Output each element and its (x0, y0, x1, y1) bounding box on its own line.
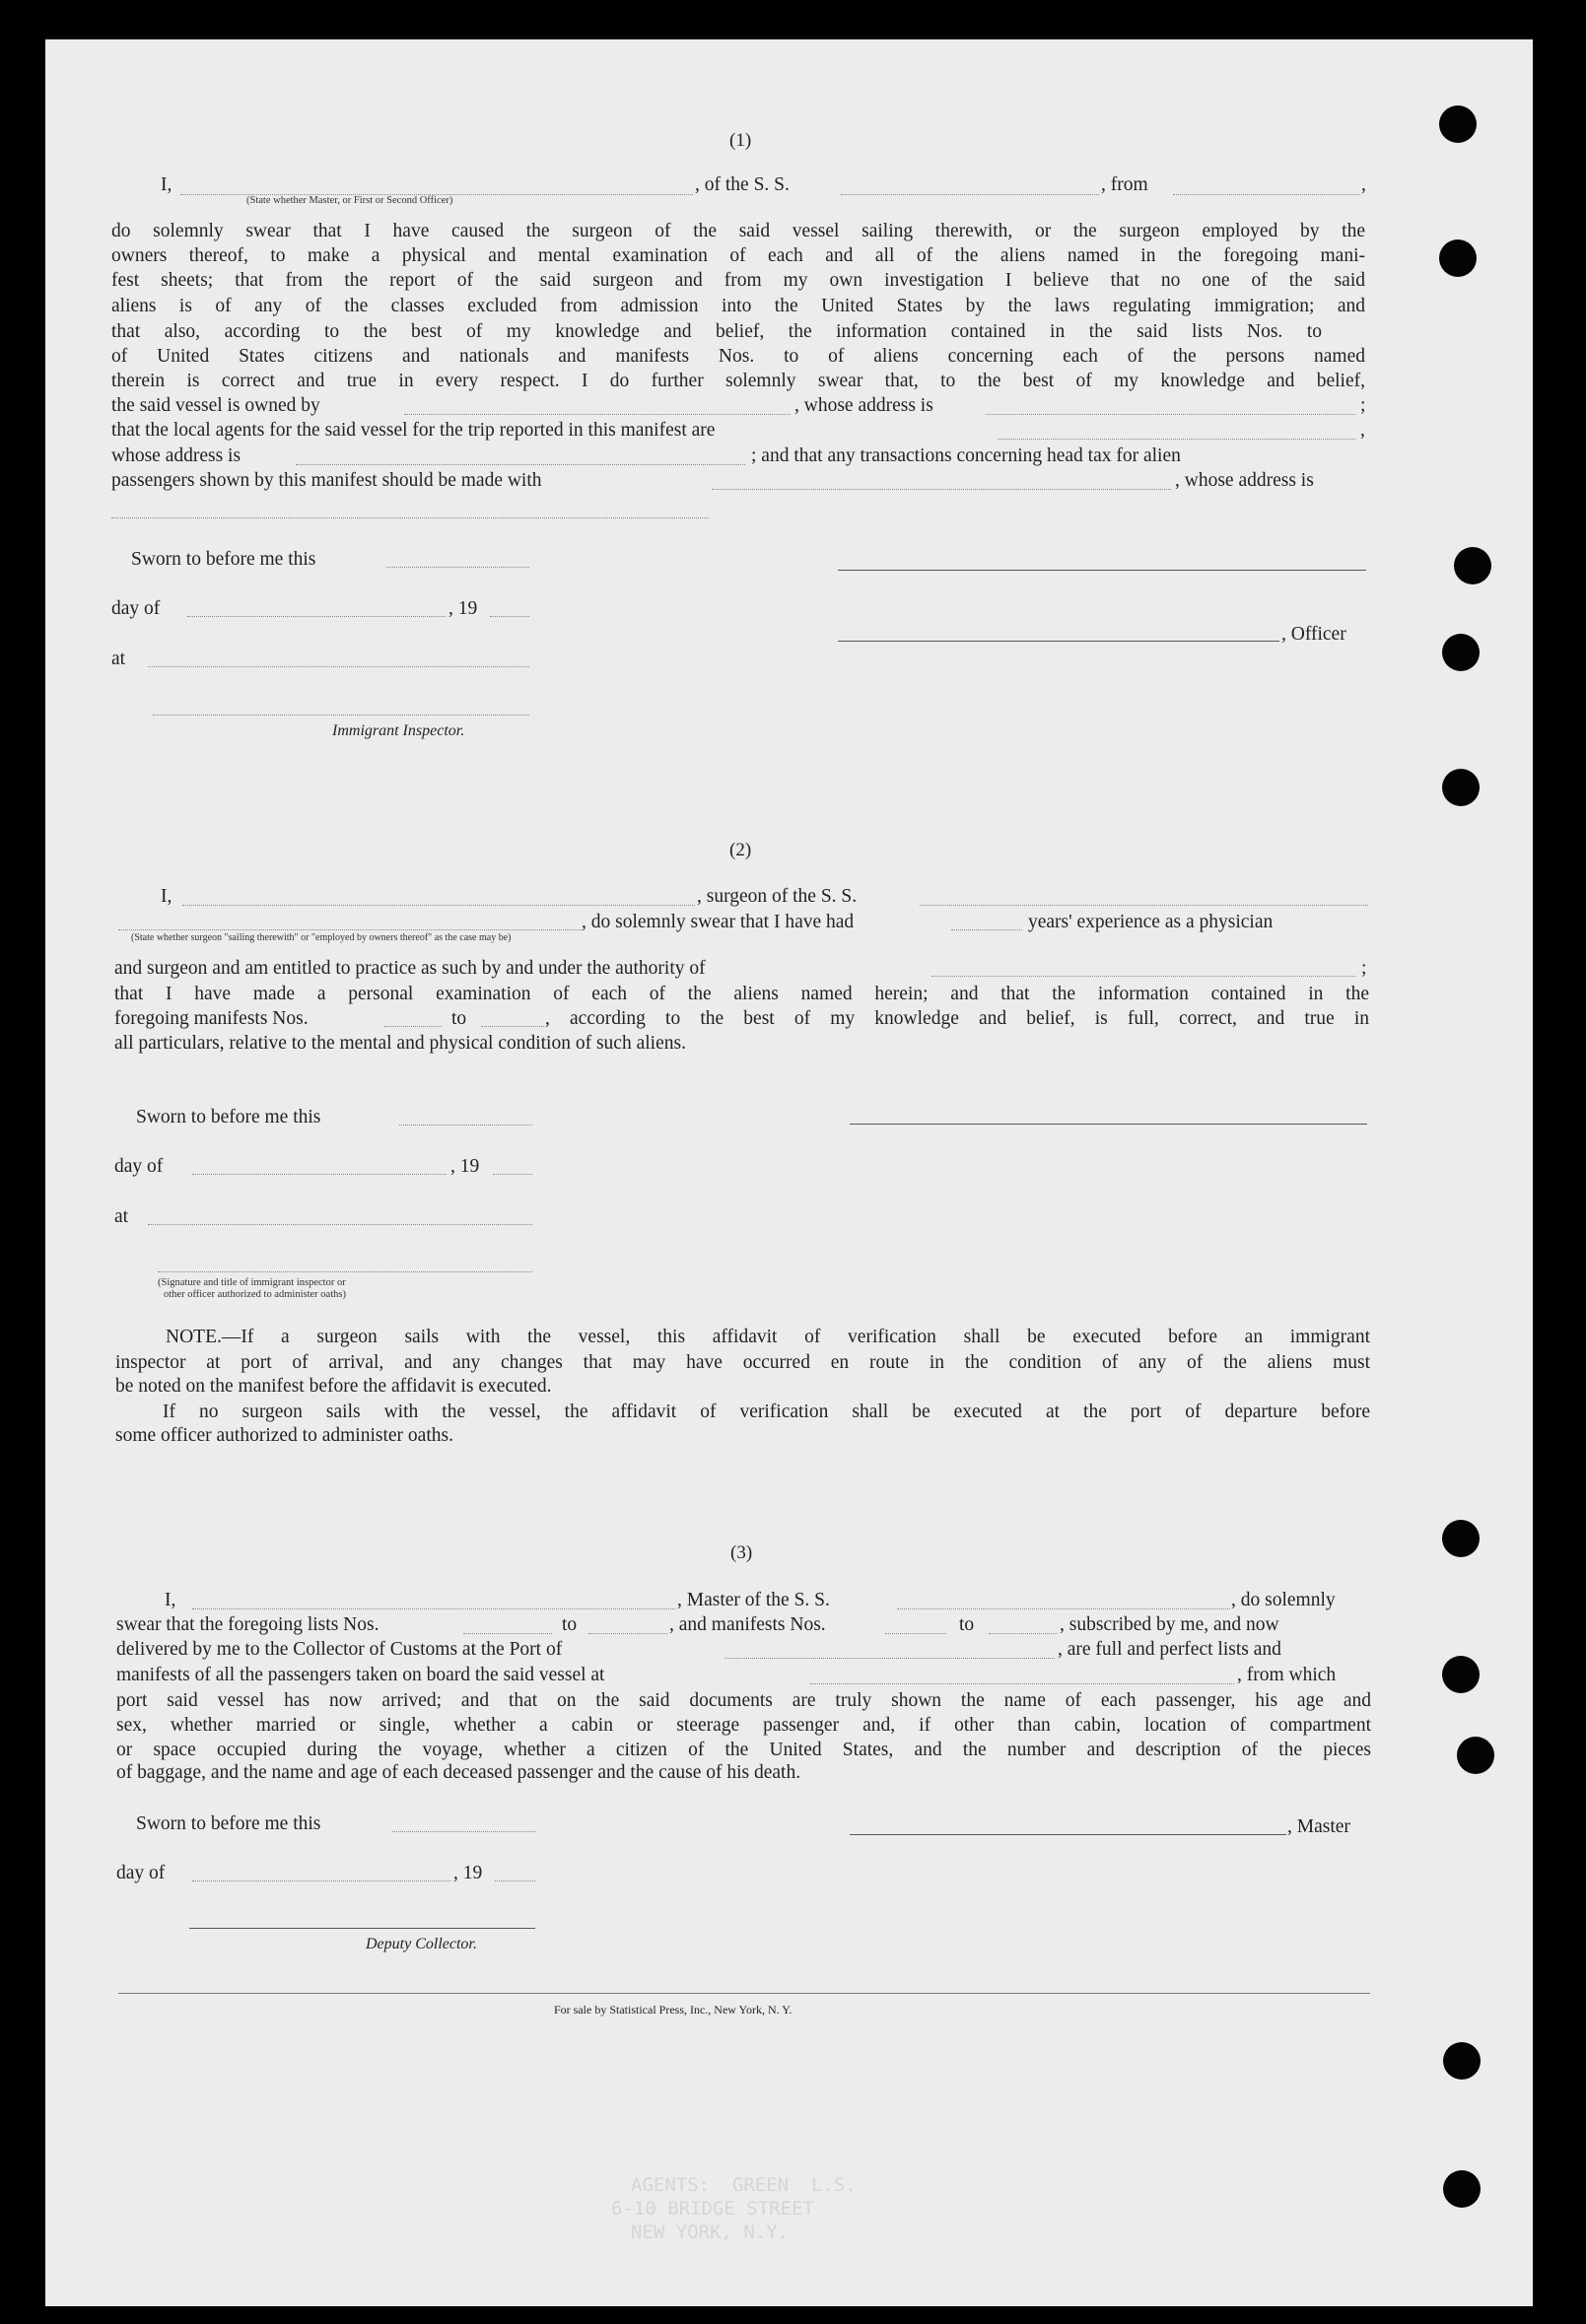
binder-hole (1442, 1656, 1480, 1693)
s2-surgeon-name-field (182, 905, 695, 906)
s3-to-1: to (562, 1614, 578, 1635)
s1-body-line: fest sheets; that from the report of the said surgeon and from my own investigation I believe that no one of the said (111, 270, 1365, 291)
s2-at: at (114, 1206, 129, 1227)
s1-headtax-address-field (111, 517, 709, 518)
s1-owned-by: the said vessel is owned by (111, 395, 320, 416)
s1-agents-comma: , (1360, 420, 1365, 441)
s3-master-name-field (192, 1608, 675, 1609)
s1-i: I, (161, 174, 172, 195)
binder-hole (1442, 634, 1480, 671)
s3-year: , 19 (453, 1863, 483, 1883)
s1-vessel-field (841, 194, 1099, 195)
s1-officer-note: (State whether Master, or First or Second Officer) (246, 195, 453, 206)
binder-hole (1457, 1737, 1494, 1774)
s3-day-of: day of (116, 1863, 166, 1883)
s3-deputy-collector-label: Deputy Collector. (366, 1936, 477, 1952)
s1-sworn: Sworn to before me this (131, 549, 316, 570)
s1-owner-address-field (986, 414, 1355, 415)
s3-year-field (495, 1880, 535, 1881)
s1-year-field (490, 616, 529, 617)
s2-note-line: some officer authorized to administer oaths. (115, 1425, 453, 1446)
s1-comma: , (1361, 174, 1366, 195)
s1-officer-line (838, 641, 1279, 642)
s1-body-line: aliens is of any of the classes excluded from admission into the United States by the laws regulating immigration; and (111, 296, 1365, 316)
s1-from: , from (1101, 174, 1148, 195)
s2-note-line: be noted on the manifest before the affidavit is executed. (115, 1376, 552, 1397)
s1-headtax-field (712, 489, 1171, 490)
s3-port-field (724, 1658, 1055, 1659)
s2-note-line: If no surgeon sails with the vessel, the affidavit of verification shall be executed at the port of departure before (163, 1401, 1370, 1422)
s3-full-lists: , are full and perfect lists and (1058, 1639, 1281, 1660)
s1-whose-address-3: , whose address is (1175, 470, 1314, 491)
s2-manifests: foregoing manifests Nos. (114, 1008, 309, 1029)
s1-inspector-line (153, 715, 529, 716)
agent-stamp: AGENTS: GREEN L.S. (631, 2174, 857, 2196)
s1-owner-field (404, 414, 791, 415)
s1-of-ss: , of the S. S. (695, 174, 790, 195)
s2-signature-note: other officer authorized to administer oaths) (164, 1289, 346, 1300)
s3-and-manifests: , and manifests Nos. (669, 1614, 826, 1635)
section-2-number: (2) (729, 840, 752, 860)
s3-from-which: , from which (1237, 1665, 1337, 1685)
binder-hole (1442, 769, 1480, 806)
s3-body-line: or space occupied during the voyage, whether a citizen of the United States, and the number and description of the pieces (116, 1740, 1371, 1760)
s3-vessel-field (897, 1608, 1230, 1609)
s2-to: to (451, 1008, 467, 1029)
footer-rule (118, 1993, 1370, 1994)
s2-body-line: that I have made a personal examination of each of the aliens named herein; and that the information contained in the (114, 984, 1369, 1004)
section-1-number: (1) (729, 130, 752, 151)
s3-body-line: port said vessel has now arrived; and that on the said documents are truly shown the name of each passenger, his age and (116, 1690, 1371, 1711)
s2-year: , 19 (450, 1156, 480, 1177)
s3-master-label: , Master (1287, 1816, 1350, 1837)
s2-authority: and surgeon and am entitled to practice as such by and under the authority of (114, 958, 706, 979)
s3-body-line: of baggage, and the name and age of each deceased passenger and the cause of his death. (116, 1762, 801, 1783)
s1-from-field (1173, 194, 1360, 195)
s3-master-signature-line (850, 1834, 1286, 1835)
s3-manifest-from-field (885, 1633, 946, 1634)
agent-stamp: NEW YORK, N.Y. (631, 2221, 790, 2243)
s1-at: at (111, 649, 126, 669)
s3-swear: swear that the foregoing lists Nos. (116, 1614, 379, 1635)
binder-hole (1442, 1520, 1480, 1557)
s2-day-field (192, 1174, 447, 1175)
s3-manifest-to-field (989, 1633, 1058, 1634)
s3-to-2: to (959, 1614, 975, 1635)
s1-whose-address: , whose address is (794, 395, 933, 416)
s2-authority-field (931, 976, 1355, 977)
s3-day-field (192, 1880, 450, 1881)
s2-status-field (118, 929, 582, 930)
binder-hole (1454, 547, 1491, 584)
s2-year-field (493, 1174, 532, 1175)
s1-year: , 19 (448, 598, 478, 619)
s1-signature-line (838, 570, 1366, 571)
s1-officer-label: , Officer (1281, 624, 1346, 645)
s1-sworn-field (386, 567, 529, 568)
s2-signature-note: (Signature and title of immigrant inspector or (158, 1277, 346, 1288)
s3-collector-line (189, 1928, 535, 1929)
s2-note-line: inspector at port of arrival, and any changes that may have occurred en route in the condition of any of the aliens must (115, 1352, 1370, 1373)
s2-manifest-from-field (384, 1026, 442, 1027)
s3-departure-port-field (810, 1683, 1234, 1684)
s2-day-of: day of (114, 1156, 164, 1177)
s3-sworn-field (392, 1831, 535, 1832)
s3-i: I, (165, 1590, 176, 1610)
s2-sworn-field (399, 1125, 532, 1126)
s2-signature-line (850, 1124, 1367, 1125)
s2-vessel-field (920, 905, 1368, 906)
s1-day-of: day of (111, 598, 161, 619)
s1-agents: that the local agents for the said vessel for the trip reported in this manifest are (111, 420, 716, 441)
s1-at-field (148, 666, 529, 667)
s3-manifests-of: manifests of all the passengers taken on board the said vessel at (116, 1665, 605, 1685)
s2-according: , according to the best of my knowledge and belief, is full, correct, and true in (545, 1008, 1369, 1029)
s2-particulars: all particulars, relative to the mental and physical condition of such aliens. (114, 1033, 686, 1054)
s2-inspector-signature-line (158, 1271, 532, 1272)
s1-agents-field (998, 439, 1355, 440)
s3-master-of: , Master of the S. S. (677, 1590, 830, 1610)
s2-semicolon: ; (1361, 958, 1367, 979)
s2-note-line: NOTE.—If a surgeon sails with the vessel, this affidavit of verification shall be executed before an immigrant (166, 1327, 1370, 1347)
s1-semicolon: ; (1360, 395, 1366, 416)
s3-delivered: delivered by me to the Collector of Customs at the Port of (116, 1639, 563, 1660)
s1-day-field (187, 616, 446, 617)
s2-years-field (951, 929, 1022, 930)
s1-body-line: owners thereof, to make a physical and mental examination of each and all of the aliens named in the foregoing mani- (111, 245, 1365, 266)
s3-list-from-field (463, 1633, 552, 1634)
s1-body-line: therein is correct and true in every respect. I do further solemnly swear that, to the best of my knowledge and belief, (111, 371, 1365, 391)
s1-agents-address-field (296, 464, 745, 465)
printer-imprint: For sale by Statistical Press, Inc., New York, N. Y. (554, 2003, 793, 2016)
s3-subscribed: , subscribed by me, and now (1060, 1614, 1279, 1635)
binder-hole (1443, 2042, 1481, 2080)
binder-hole (1439, 105, 1477, 143)
s2-sworn: Sworn to before me this (136, 1107, 321, 1128)
s3-sworn: Sworn to before me this (136, 1813, 321, 1834)
s2-i: I, (161, 886, 172, 907)
binder-hole (1443, 2170, 1481, 2208)
s1-body-line: of United States citizens and nationals and manifests Nos. to of aliens concerning each of the persons named (111, 346, 1365, 367)
s1-transactions: ; and that any transactions concerning head tax for alien (751, 445, 1181, 466)
agent-stamp: 6-10 BRIDGE STREET (611, 2198, 814, 2220)
s1-body-line: do solemnly swear that I have caused the surgeon of the said vessel sailing therewith, or the surgeon employed by the (111, 221, 1365, 241)
s3-do-solemnly: , do solemnly (1231, 1590, 1336, 1610)
s2-years: years' experience as a physician (1028, 912, 1274, 932)
s1-body-line: that also, according to the best of my knowledge and belief, the information contained in the said lists Nos. to (111, 321, 1322, 342)
s3-list-to-field (588, 1633, 667, 1634)
s1-whose-address-2: whose address is (111, 445, 241, 466)
s1-inspector-label: Immigrant Inspector. (332, 722, 465, 739)
s1-passengers: passengers shown by this manifest should be made with (111, 470, 542, 491)
section-3-number: (3) (730, 1542, 753, 1563)
binder-hole (1439, 239, 1477, 277)
s2-at-field (148, 1224, 532, 1225)
s3-body-line: sex, whether married or single, whether a cabin or steerage passenger and, if other than cabin, location of compartment (116, 1715, 1371, 1736)
s2-manifest-to-field (481, 1026, 544, 1027)
s2-surgeon-of: , surgeon of the S. S. (697, 886, 858, 907)
s2-swear: , do solemnly swear that I have had (582, 912, 855, 932)
s2-status-note: (State whether surgeon "sailing therewith" or "employed by owners thereof" as the case may be) (131, 932, 512, 943)
